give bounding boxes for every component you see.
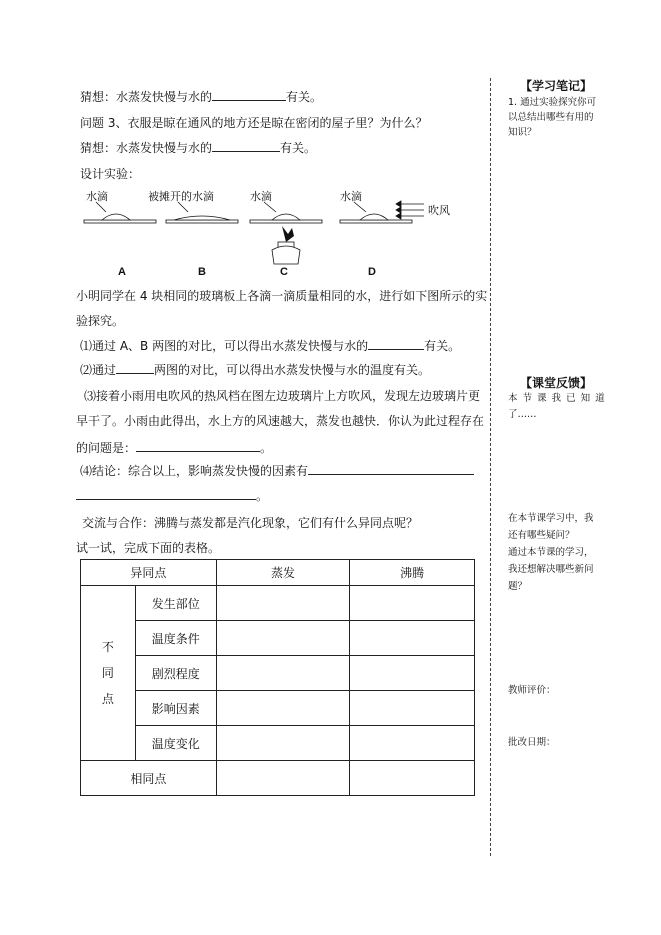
table-row: [81, 691, 475, 726]
try-line: 试一试，完成下面的表格。: [76, 541, 221, 555]
panel-a-letter: A: [118, 266, 126, 278]
table-row-same: [81, 761, 475, 796]
guess-1-blank[interactable]: [212, 89, 286, 101]
blow-wind-label: 吹风: [428, 205, 450, 217]
panel-a-label: 水滴: [86, 191, 108, 203]
q2-text: ⑵通过: [80, 363, 117, 377]
cell-evaporation-temperature-change[interactable]: [216, 726, 350, 761]
feedback-title: 【课堂反馈】: [520, 376, 593, 390]
q1-suffix: 有关。: [424, 339, 461, 353]
cell-evaporation-temperature-condition[interactable]: [216, 621, 350, 656]
table-row: [81, 621, 475, 656]
guess-2-blank[interactable]: [212, 140, 280, 152]
para1-line2: 验探究。: [76, 314, 125, 328]
design-label: 设计实验：: [80, 167, 141, 181]
guess-1-text: 猜想：水蒸发快慢与水的: [80, 90, 213, 104]
feedback-line-2: 了……: [508, 409, 537, 420]
q4-blank-2[interactable]: [76, 488, 256, 500]
solve-line-1: 通过本节课的学习，: [508, 547, 594, 558]
notes-line-2: 以总结出哪些有用的: [508, 112, 594, 123]
panel-b-letter-text: B: [198, 266, 206, 278]
guess-2-text: 猜想：水蒸发快慢与水的: [80, 141, 213, 155]
spread-water-drop-b: [174, 216, 230, 220]
q2-blank[interactable]: [116, 362, 154, 374]
solve-line-3: 题？: [508, 581, 528, 592]
row-label-intensity: 剧烈程度: [135, 656, 216, 691]
solve-line-2: 我还想解决哪些新问: [508, 564, 594, 575]
exchange-line: 交流与合作：沸腾与蒸发都是汽化现象，它们有什么异同点呢？: [82, 516, 419, 530]
q4-text: ⑷结论：综合以上，影响蒸发快慢的因素有: [80, 464, 309, 478]
notes-line-3: 知识？: [508, 127, 537, 138]
table-row: [81, 726, 475, 761]
q4-blank-1[interactable]: [308, 463, 474, 475]
q3-line2: 早干了。小雨由此得出，水上方的风速越大，蒸发也越快．你认为此过程存在: [76, 414, 485, 428]
q3-blank[interactable]: [136, 440, 260, 452]
guess-line-2: [80, 140, 316, 156]
cell-boiling-location[interactable]: [350, 586, 475, 621]
water-drop-d: [360, 214, 388, 220]
q4-end: 。: [256, 489, 269, 503]
cell-evaporation-same[interactable]: [216, 761, 350, 796]
header-evaporation: 蒸发: [216, 560, 350, 586]
glass-plate-c: [250, 220, 322, 223]
cell-evaporation-location[interactable]: [216, 586, 350, 621]
q1-text: ⑴通过 A、B 两图的对比，可以得出水蒸发快慢与水的: [80, 339, 369, 353]
panel-c-letter: C: [280, 266, 288, 278]
teacher-eval-label: 教师评价：: [508, 685, 556, 696]
water-drop-a: [102, 214, 130, 220]
q1-line: [80, 338, 460, 354]
diff-label-char-1: 不: [101, 640, 114, 654]
row-label-location: 发生部位: [135, 586, 216, 621]
table-row: [81, 656, 475, 691]
notes-title: 【学习笔记】: [520, 79, 593, 93]
row-label-temperature-change: 温度变化: [135, 726, 216, 761]
cell-boiling-factors[interactable]: [350, 691, 475, 726]
header-boiling: 沸腾: [350, 560, 475, 586]
q3-line1: ⑶接着小雨用电吹风的热风档在图左边玻璃片上方吹风，发现左边玻璃片更: [84, 389, 481, 403]
diff-label-char-2: 同: [101, 666, 114, 680]
cell-evaporation-factors[interactable]: [216, 691, 350, 726]
grade-date-label: 批改日期：: [508, 737, 556, 748]
same-label: 相同点: [81, 761, 217, 796]
guess-1-suffix: 有关。: [286, 90, 323, 104]
water-drop-c: [272, 214, 300, 220]
guess-2-suffix: 有关。: [280, 141, 317, 155]
panel-d-label: 水滴: [340, 191, 362, 203]
panel-c-label: 水滴: [250, 191, 272, 203]
q3-line3: [76, 440, 272, 456]
panel-d-letter: D: [368, 266, 376, 278]
table-header-row: [81, 560, 475, 586]
diff-label: [81, 586, 136, 761]
table-row: [81, 586, 475, 621]
column-divider: [490, 78, 491, 856]
cell-boiling-temperature-condition[interactable]: [350, 621, 475, 656]
flame-icon: [282, 226, 294, 242]
guess-line-1: [80, 89, 322, 105]
alcohol-lamp-icon: [272, 246, 300, 264]
q4-line2: [76, 488, 268, 504]
para1-line1: 小明同学在 4 块相同的玻璃板上各滴一滴质量相同的水，进行如下图所示的实: [76, 289, 488, 303]
q2-suffix: 两图的对比，可以得出水蒸发快慢与水的温度有关。: [154, 363, 431, 377]
q2-line: [80, 362, 430, 378]
cell-boiling-intensity[interactable]: [350, 656, 475, 691]
doubt-line-1: 在本节课学习中，我: [508, 513, 594, 524]
cell-boiling-same[interactable]: [350, 761, 475, 796]
wind-arrows-icon: [396, 201, 424, 219]
panel-b-label: 被摊开的水滴: [148, 191, 214, 203]
experiment-figure: [78, 182, 468, 280]
feedback-line-1: 本 节 课 我 已 知 道: [508, 393, 606, 404]
q1-blank[interactable]: [368, 338, 424, 350]
cell-boiling-temperature-change[interactable]: [350, 726, 475, 761]
q3-suffix: 。: [260, 441, 273, 455]
header-compare: 异同点: [81, 560, 217, 586]
doubt-line-2: 还有哪些疑问？: [508, 530, 575, 541]
cell-evaporation-intensity[interactable]: [216, 656, 350, 691]
row-label-factors: 影响因素: [135, 691, 216, 726]
diff-label-char-3: 点: [101, 692, 114, 706]
q3-text: 的问题是：: [76, 441, 137, 455]
comparison-table: [80, 559, 475, 796]
question-3: 问题 3、衣服是晾在通风的地方还是晾在密闭的屋子里？为什么？: [80, 116, 428, 130]
glass-plate-a: [84, 220, 156, 223]
glass-plate-d: [340, 220, 412, 223]
q4-line: [80, 463, 474, 479]
row-label-temperature-condition: 温度条件: [135, 621, 216, 656]
notes-line-1: 1. 通过实验探究你可: [508, 97, 597, 108]
glass-plate-b: [166, 220, 238, 223]
